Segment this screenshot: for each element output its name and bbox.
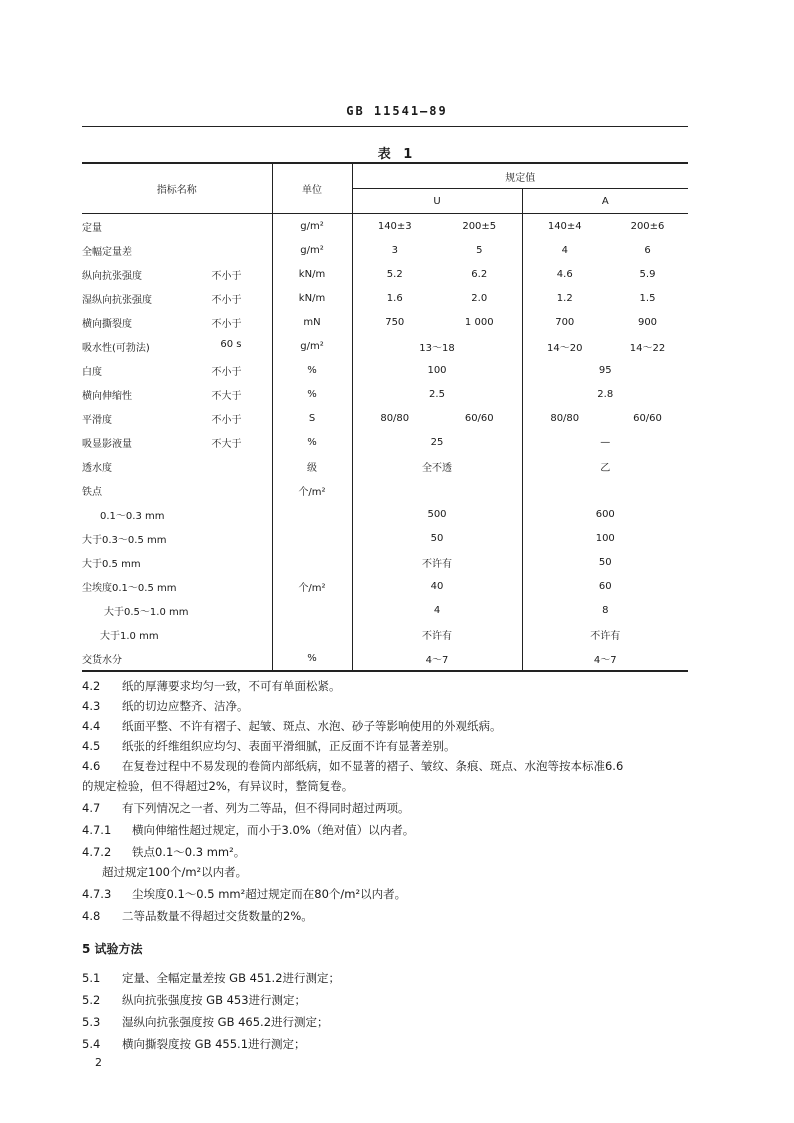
clause-number: 4.4	[82, 719, 101, 733]
row-unit: g/m²	[272, 214, 352, 239]
row-qualifier: 不大于	[211, 438, 242, 450]
row-unit: %	[272, 358, 352, 382]
cell-u1: 1.6	[352, 286, 437, 310]
header-name: 指标名称	[156, 185, 197, 196]
clause-number: 4.7.2	[82, 845, 112, 859]
row-unit	[272, 622, 352, 646]
table-row	[82, 406, 688, 430]
row-qualifier: 60 s	[220, 338, 242, 350]
cell-u2: 5	[476, 244, 483, 256]
cell-a: 乙	[522, 454, 688, 478]
clause-text: 纵向抗张强度按 GB 453进行测定；	[122, 993, 307, 1007]
cell-u1: 3	[352, 238, 437, 262]
row-unit: %	[272, 382, 352, 406]
cell-a	[522, 478, 688, 502]
clause-4-7-2	[82, 842, 692, 862]
clause-text: 有下列情况之一者、列为二等品，但不得同时超过两项。	[122, 801, 410, 815]
clause-number: 4.8	[82, 909, 101, 923]
cell-u	[352, 478, 522, 502]
clause-5-1	[82, 968, 692, 988]
clause-text: 尘埃度0.1～0.5 mm²超过规定而在80个/m²以内者。	[132, 887, 407, 901]
cell-u: 13～18	[352, 334, 522, 358]
clause-number: 4.6	[82, 759, 101, 773]
page-number: 2	[95, 1056, 102, 1069]
clause-4-2	[82, 676, 692, 696]
clause-4-7-3	[82, 884, 692, 904]
table-row	[82, 598, 688, 622]
row-unit: S	[272, 406, 352, 430]
row-unit	[272, 526, 352, 550]
cell-a1: 4.6	[522, 262, 607, 286]
header-rule	[82, 126, 688, 127]
row-name: 全幅定量差	[82, 246, 132, 258]
cell-a2: 60/60	[633, 412, 662, 424]
clause-number: 5.2	[82, 993, 101, 1007]
spec-table	[82, 162, 688, 672]
header-spec: 规定值	[352, 163, 688, 189]
table-row	[82, 550, 688, 574]
table-row	[82, 238, 688, 262]
table-row	[82, 334, 688, 358]
row-name-text: 纵向抗张强度	[82, 270, 142, 282]
row-name	[82, 310, 272, 334]
cell-a2: 1.5	[639, 292, 656, 304]
clause-4-7-2-continued	[102, 862, 712, 882]
cell-u1: 750	[352, 310, 437, 334]
row-name-text: 吸显影液量	[82, 438, 132, 450]
row-name: 铁点	[82, 486, 102, 498]
cell-u: 4	[352, 598, 522, 622]
cell-a: 4～7	[522, 646, 688, 671]
table-row	[82, 526, 688, 550]
cell-u2: 6.2	[471, 268, 488, 280]
row-name: 透水度	[82, 462, 112, 474]
row-name: 大于1.0 mm	[100, 630, 159, 642]
cell-u: 4～7	[352, 646, 522, 671]
cell-u1: 140±3	[352, 214, 437, 239]
section-5-title: 5 试验方法	[82, 942, 143, 956]
row-unit: 级	[272, 454, 352, 478]
row-unit: 个/m²	[272, 574, 352, 598]
clause-4-6	[82, 756, 692, 776]
header-grade-a: A	[522, 189, 688, 214]
row-name: 大于0.5～1.0 mm	[104, 606, 189, 618]
row-unit: g/m²	[272, 238, 352, 262]
clause-number: 4.7.3	[82, 887, 112, 901]
cell-u: 50	[352, 526, 522, 550]
cell-u: 500	[352, 502, 522, 526]
table-row	[82, 214, 688, 239]
clause-number: 4.3	[82, 699, 101, 713]
row-unit: g/m²	[272, 334, 352, 358]
row-name	[82, 430, 272, 454]
row-unit	[272, 502, 352, 526]
cell-a: 60	[522, 574, 688, 598]
clause-5-4	[82, 1034, 692, 1054]
clause-text: 纸张的纤维组织应均匀、表面平滑细腻，正反面不许有显著差别。	[122, 739, 456, 753]
row-name	[82, 382, 272, 406]
clause-number: 4.5	[82, 739, 101, 753]
standard-number: GB 11541—89	[346, 104, 448, 118]
cell-a1: 140±4	[522, 214, 607, 239]
cell-a: 600	[522, 502, 688, 526]
cell-u2: 200±5	[462, 220, 497, 232]
clause-4-6-continued	[82, 776, 692, 796]
cell-a: 2.8	[522, 382, 688, 406]
clause-number: 5.1	[82, 971, 101, 985]
row-name	[82, 262, 272, 286]
table-row	[82, 646, 688, 671]
cell-a1: 4	[522, 238, 607, 262]
cell-u2: 1 000	[464, 316, 494, 328]
row-unit: %	[272, 430, 352, 454]
row-unit	[272, 598, 352, 622]
row-name: 0.1～0.3 mm	[100, 510, 165, 522]
row-name-text: 横向撕裂度	[82, 318, 132, 330]
clause-text: 在复卷过程中不易发现的卷筒内部纸病，如不显著的褶子、皱纹、条痕、斑点、水泡等按本标准6.6	[122, 759, 624, 773]
row-qualifier: 不大于	[211, 390, 242, 402]
row-name	[82, 334, 272, 358]
cell-u: 2.5	[352, 382, 522, 406]
row-name: 尘埃度0.1～0.5 mm	[82, 582, 177, 594]
clause-5-2	[82, 990, 692, 1010]
table-row	[82, 478, 688, 502]
cell-a2: 6	[644, 244, 651, 256]
row-name-text: 吸水性(可勃法)	[82, 342, 150, 354]
row-name	[82, 406, 272, 430]
cell-u: 全不透	[352, 454, 522, 478]
row-name: 大于0.3～0.5 mm	[82, 534, 167, 546]
table-row	[82, 622, 688, 646]
cell-u: 不许有	[352, 622, 522, 646]
row-unit: 个/m²	[272, 478, 352, 502]
clause-5-3	[82, 1012, 692, 1032]
clause-text: 纸面平整、不许有褶子、起皱、斑点、水泡、砂子等影响使用的外观纸病。	[122, 719, 502, 733]
clause-number: 4.2	[82, 679, 101, 693]
row-unit: kN/m	[272, 286, 352, 310]
row-qualifier: 不小于	[211, 414, 242, 426]
clause-4-8	[82, 906, 692, 926]
cell-a: 不许有	[522, 622, 688, 646]
table-row	[82, 430, 688, 454]
clause-text: 铁点0.1～0.3 mm²。	[132, 845, 246, 859]
row-name: 大于0.5 mm	[82, 558, 141, 570]
cell-u: 25	[352, 430, 522, 454]
row-name-text: 平滑度	[82, 414, 112, 426]
cell-u: 不许有	[352, 550, 522, 574]
cell-a2: 14～22	[629, 342, 666, 354]
table-title: 表 1	[377, 147, 417, 162]
row-name-text: 横向伸缩性	[82, 390, 132, 402]
cell-u2: 2.0	[471, 292, 488, 304]
cell-u2: 60/60	[464, 412, 494, 424]
table-row	[82, 310, 688, 334]
cell-a: —	[522, 430, 688, 454]
row-qualifier: 不小于	[211, 270, 242, 282]
table-row	[82, 262, 688, 286]
row-qualifier: 不小于	[211, 294, 242, 306]
cell-u: 100	[352, 358, 522, 382]
clause-number: 4.7	[82, 801, 101, 815]
clause-number: 4.7.1	[82, 823, 112, 837]
cell-a2: 5.9	[639, 268, 656, 280]
row-name-text: 白度	[82, 366, 102, 378]
clause-text: 横向撕裂度按 GB 455.1进行测定；	[122, 1037, 306, 1051]
table-row	[82, 382, 688, 406]
clause-text: 定量、全幅定量差按 GB 451.2进行测定；	[122, 971, 341, 985]
table-row	[82, 502, 688, 526]
table-row	[82, 358, 688, 382]
cell-a1: 700	[522, 310, 607, 334]
table-row	[82, 286, 688, 310]
table-row	[82, 454, 688, 478]
clause-text: 湿纵向抗张强度按 GB 465.2进行测定；	[122, 1015, 329, 1029]
row-qualifier: 不小于	[211, 366, 242, 378]
clause-4-4	[82, 716, 692, 736]
row-unit	[272, 550, 352, 574]
row-name: 交货水分	[82, 654, 122, 666]
row-unit: kN/m	[272, 262, 352, 286]
clause-4-7-1	[82, 820, 692, 840]
clause-text: 纸的厚薄要求均匀一致，不可有单面松紧。	[122, 679, 341, 693]
table-row	[82, 574, 688, 598]
row-unit: mN	[272, 310, 352, 334]
row-name	[82, 286, 272, 310]
cell-a: 95	[522, 358, 688, 382]
clause-text: 二等品数量不得超过交货数量的2%。	[122, 909, 313, 923]
cell-a1: 14～20	[522, 334, 607, 358]
cell-u1: 5.2	[352, 262, 437, 286]
clause-4-7	[82, 798, 692, 818]
clause-text: 横向伸缩性超过规定，而小于3.0%（绝对值）以内者。	[132, 823, 415, 837]
cell-a2: 900	[637, 316, 658, 328]
clause-text: 的规定检验，但不得超过2%，有异议时，整筒复卷。	[82, 779, 354, 793]
row-qualifier: 不小于	[211, 318, 242, 330]
clause-number: 5.3	[82, 1015, 101, 1029]
cell-a1: 80/80	[522, 406, 607, 430]
cell-u: 40	[352, 574, 522, 598]
cell-u1: 80/80	[352, 406, 437, 430]
clause-text: 纸的切边应整齐、洁净。	[122, 699, 249, 713]
row-name: 定量	[82, 222, 102, 234]
clause-4-5	[82, 736, 692, 756]
clause-number: 5.4	[82, 1037, 101, 1051]
row-name	[82, 358, 272, 382]
cell-a: 8	[522, 598, 688, 622]
row-unit: %	[272, 646, 352, 671]
header-unit: 单位	[272, 163, 352, 214]
clause-4-3	[82, 696, 692, 716]
cell-a: 50	[522, 550, 688, 574]
cell-a2: 200±6	[630, 220, 665, 232]
cell-a1: 1.2	[522, 286, 607, 310]
row-name-text: 湿纵向抗张强度	[82, 294, 152, 306]
clause-text: 超过规定100个/m²以内者。	[102, 865, 248, 879]
header-grade-u: U	[352, 189, 522, 214]
cell-a: 100	[522, 526, 688, 550]
